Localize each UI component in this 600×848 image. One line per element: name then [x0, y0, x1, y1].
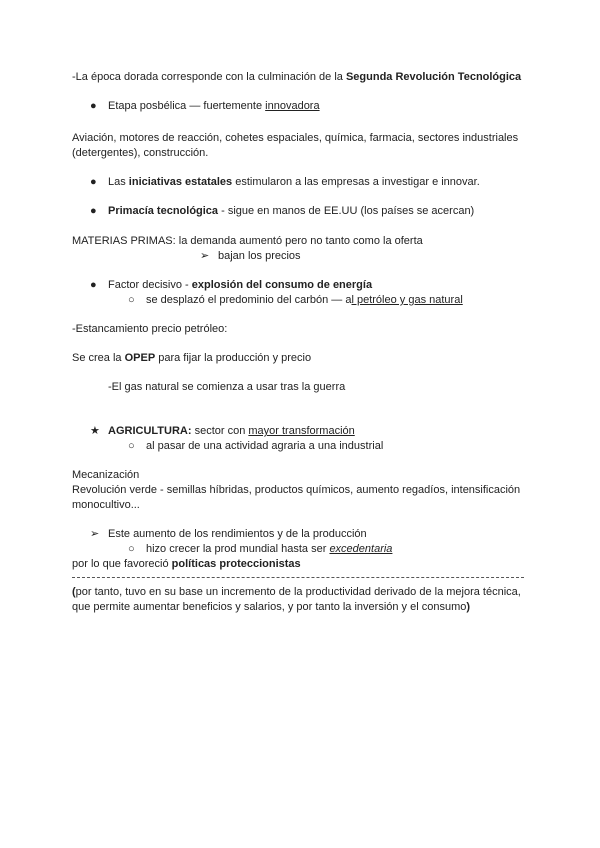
agricultura-underlined: mayor transformación — [248, 425, 355, 437]
subitem-excedentaria — [128, 542, 392, 557]
intro-line — [72, 70, 521, 85]
arrow-item-precios — [200, 249, 301, 264]
subitem-carbon — [128, 293, 463, 308]
subitem-text: hizo crecer la prod mundial hasta ser — [146, 543, 330, 555]
revolucion-verde-paragraph: Revolución verde - semillas híbridas, productos químicos, aumento regadíos, intensificación monocultivo... — [72, 484, 521, 511]
bullet-underlined: innovadora — [265, 100, 320, 112]
bullet-text: Etapa posbélica — fuertemente — [108, 100, 266, 112]
opep-text: Se crea la — [72, 352, 125, 364]
opep-text: para fijar la producción y precio — [155, 352, 312, 364]
bullet-bold: explosión del consumo de energía — [191, 279, 373, 291]
paren-close: ) — [466, 601, 471, 613]
bullet-bold: iniciativas estatales — [128, 176, 233, 188]
proteccionistas-text: por lo que favoreció — [72, 558, 172, 570]
bullet-text: Factor decisivo - — [108, 279, 192, 291]
circle-icon: ○ — [128, 440, 135, 452]
bullet-icon: ● — [90, 100, 97, 112]
dashed-divider — [72, 577, 524, 578]
bullet-icon: ● — [90, 205, 97, 217]
arrow-icon: ➢ — [200, 250, 210, 262]
gas-natural-line: -El gas natural se comienza a usar tras la guerra — [108, 381, 346, 393]
agricultura-bold: AGRICULTURA: — [108, 425, 192, 437]
paragraph-aviacion: Aviación, motores de reacción, cohetes espaciales, química, farmacia, sectores industriales (detergentes), construcción. — [72, 132, 519, 159]
subitem-underlined: l petróleo y gas natural — [351, 294, 463, 306]
mecanizacion-line: Mecanización — [72, 469, 140, 481]
bullet-text: Las — [108, 176, 129, 188]
proteccionistas-bold: políticas proteccionistas — [171, 558, 301, 570]
subitem-text: se desplazó el predominio del carbón — a — [146, 294, 352, 306]
estancamiento-line: -Estancamiento precio petróleo: — [72, 323, 228, 335]
final-text: por tanto, tuvo en su base un incremento de la productividad derivado de la mejora técnica, que permite aumentar beneficios y salarios, y por tanto la inversión y el consumo — [72, 586, 521, 613]
opep-line — [72, 351, 311, 366]
arrow-item-rendimientos — [90, 527, 367, 542]
arrow-text: bajan los precios — [218, 250, 301, 262]
circle-icon: ○ — [128, 294, 135, 306]
arrow-text: Este aumento de los rendimientos y de la producción — [108, 528, 367, 540]
subitem-underlined-italic: excedentaria — [329, 543, 393, 555]
subitem-industrial — [128, 439, 383, 454]
final-paragraph — [72, 585, 528, 615]
materias-line: MATERIAS PRIMAS: la demanda aumentó pero no tanto como la oferta — [72, 235, 423, 247]
bullet-iniciativas — [90, 175, 480, 190]
bullet-icon: ● — [90, 279, 97, 291]
bullet-text: estimularon a las empresas a investigar e innovar. — [232, 176, 480, 188]
proteccionistas-line — [72, 557, 301, 572]
bullet-factor — [90, 278, 372, 293]
arrow-icon: ➢ — [90, 528, 100, 540]
bullet-primacia — [90, 204, 474, 219]
intro-text: -La época dorada corresponde con la culminación de la — [72, 71, 346, 83]
subitem-text: al pasar de una actividad agraria a una industrial — [146, 440, 384, 452]
star-agricultura — [90, 424, 355, 439]
circle-icon: ○ — [128, 543, 135, 555]
intro-bold: Segunda Revolución Tecnológica — [345, 71, 522, 83]
star-icon: ★ — [90, 425, 100, 437]
agricultura-text: sector con — [191, 425, 249, 437]
bullet-text: - sigue en manos de EE.UU (los países se acercan) — [218, 205, 475, 217]
paren-open: ( — [72, 586, 76, 598]
opep-bold: OPEP — [124, 352, 156, 364]
bullet-icon: ● — [90, 176, 97, 188]
bullet-bold: Primacía tecnológica — [108, 205, 219, 217]
bullet-posbelica — [90, 99, 320, 114]
